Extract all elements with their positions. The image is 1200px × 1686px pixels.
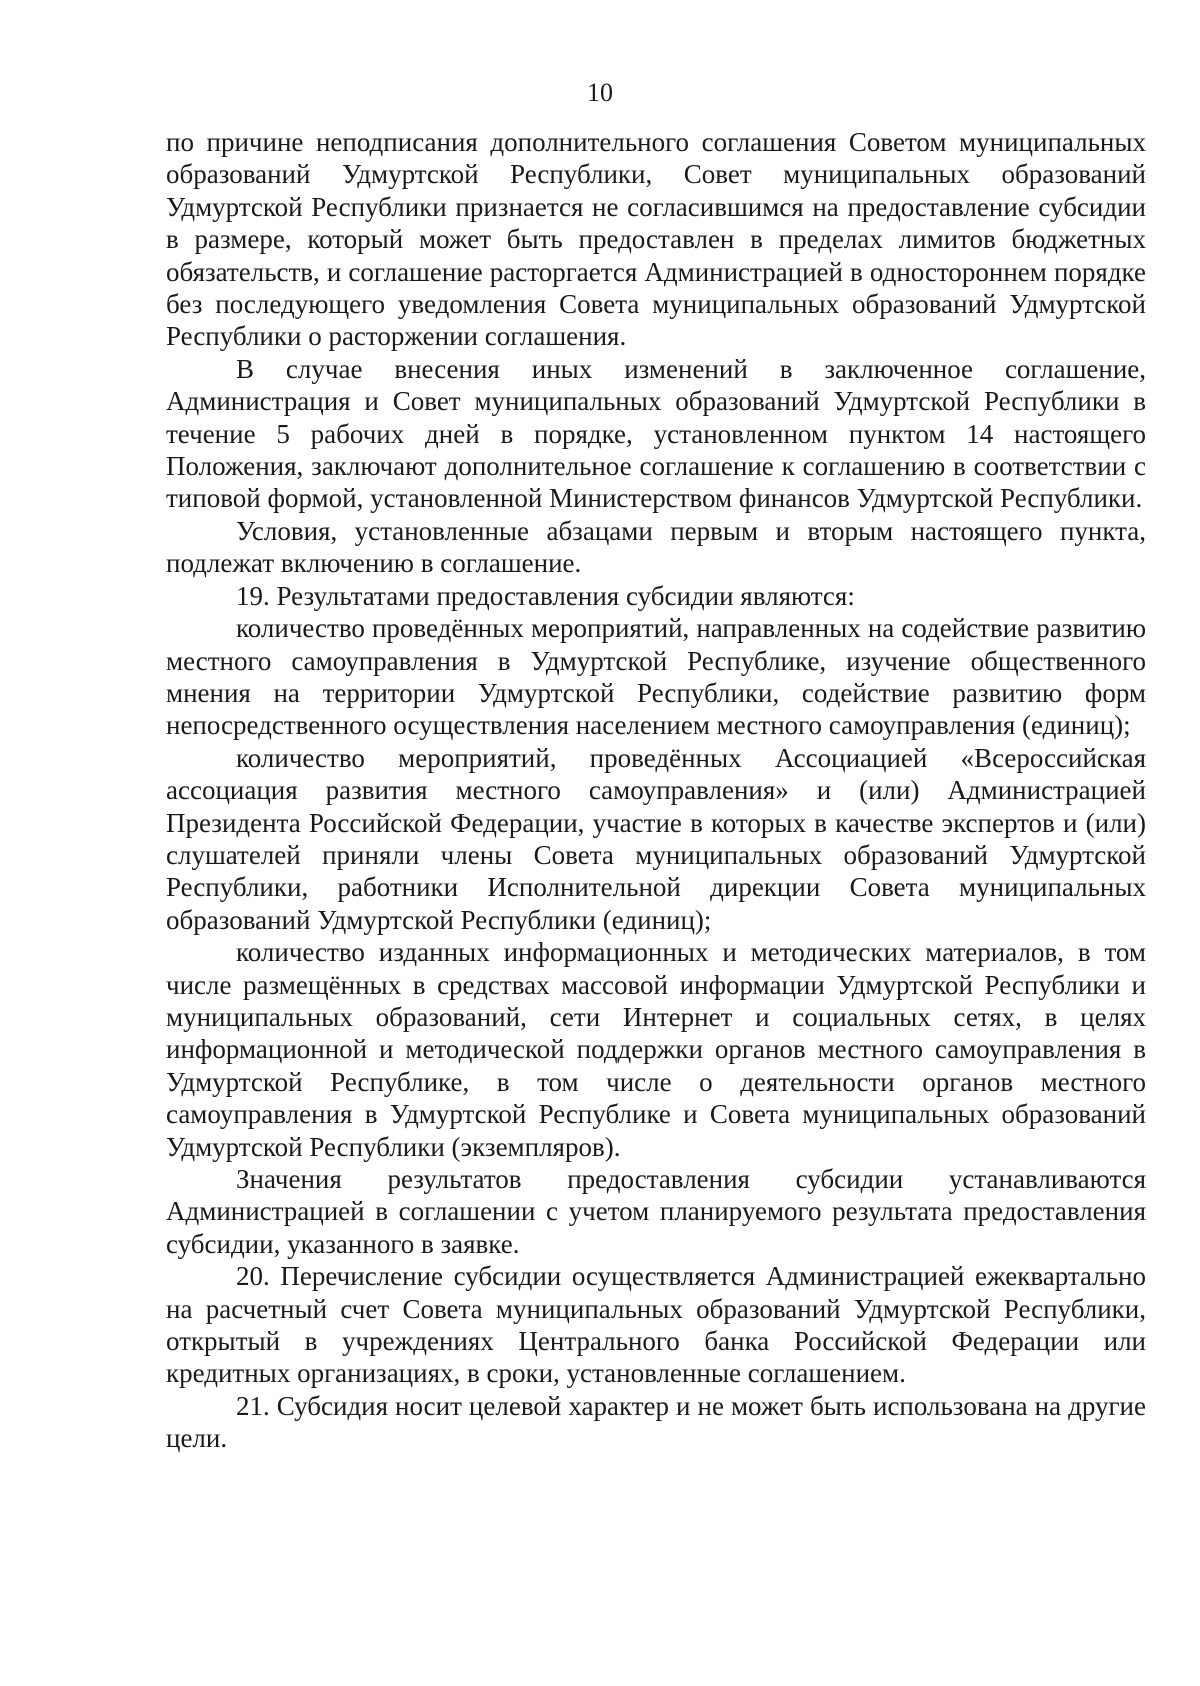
page-number: 10 <box>587 78 613 107</box>
paragraph: 21. Субсидия носит целевой характер и не может быть использована на другие цели. <box>166 1390 1146 1454</box>
paragraph: Условия, установленные абзацами первым и вторым настоящего пункта, подлежат включению в соглашение. <box>166 515 1146 579</box>
paragraph: 19. Результатами предоставления субсидии являются: <box>236 580 855 611</box>
paragraph: по причине неподписания дополнительного соглашения Советом муниципальных образований Удмуртской Республики, Совет муниципальных образований Удмуртской Республики признается не согласившимся на предоставление субсидии в размере, который может быть предоставлен в пределах лимитов бюджетных обязательств, и соглашение расторгается Администрацией в одностороннем порядке без последующего уведомления Совета муниципальных образований Удмуртской Республики о расторжении соглашения. <box>166 127 1146 352</box>
paragraph: В случае внесения иных изменений в заключенное соглашение, Администрация и Совет муниципальных образований Удмуртской Республики в течение 5 рабочих дней в порядке, установленном пунктом 14 настоящего Положения, заключают дополнительное соглашение к соглашению в соответствии с типовой формой, установленной Министерством финансов Удмуртской Республики. <box>166 353 1146 514</box>
paragraph: количество проведённых мероприятий, направленных на содействие развитию местного самоуправления в Удмуртской Республике, изучение общественного мнения на территории Удмуртской Республики, содействие развитию форм непосредственного осуществления населением местного самоуправления (единиц); <box>166 613 1146 741</box>
paragraph: количество изданных информационных и методических материалов, в том числе размещённых в средствах массовой информации Удмуртской Республики и муниципальных образований, сети Интернет и социальных сетях, в целях информационной и методической поддержки органов местного самоуправления в Удмуртской Республике, в том числе о деятельности органов местного самоуправления в Удмуртской Республике и Совета муниципальных образований Удмуртской Республики (экземпляров). <box>166 937 1146 1162</box>
document-body <box>166 126 1146 1455</box>
paragraph: количество мероприятий, проведённых Ассоциацией «Всероссийская ассоциация развития местного самоуправления» и (или) Администрацией Президента Российской Федерации, участие в которых в качестве экспертов и (или) слушателей приняли члены Совета муниципальных образований Удмуртской Республики, работники Исполнительной дирекции Совета муниципальных образований Удмуртской Республики (единиц); <box>166 742 1146 935</box>
paragraph: 20. Перечисление субсидии осуществляется Администрацией ежеквартально на расчетный счет Совета муниципальных образований Удмуртской Республики, открытый в учреждениях Центрального банка Российской Федерации или кредитных организациях, в сроки, установленные соглашением. <box>166 1261 1146 1389</box>
paragraph: Значения результатов предоставления субсидии устанавливаются Администрацией в соглашении с учетом планируемого результата предоставления субсидии, указанного в заявке. <box>166 1164 1146 1259</box>
